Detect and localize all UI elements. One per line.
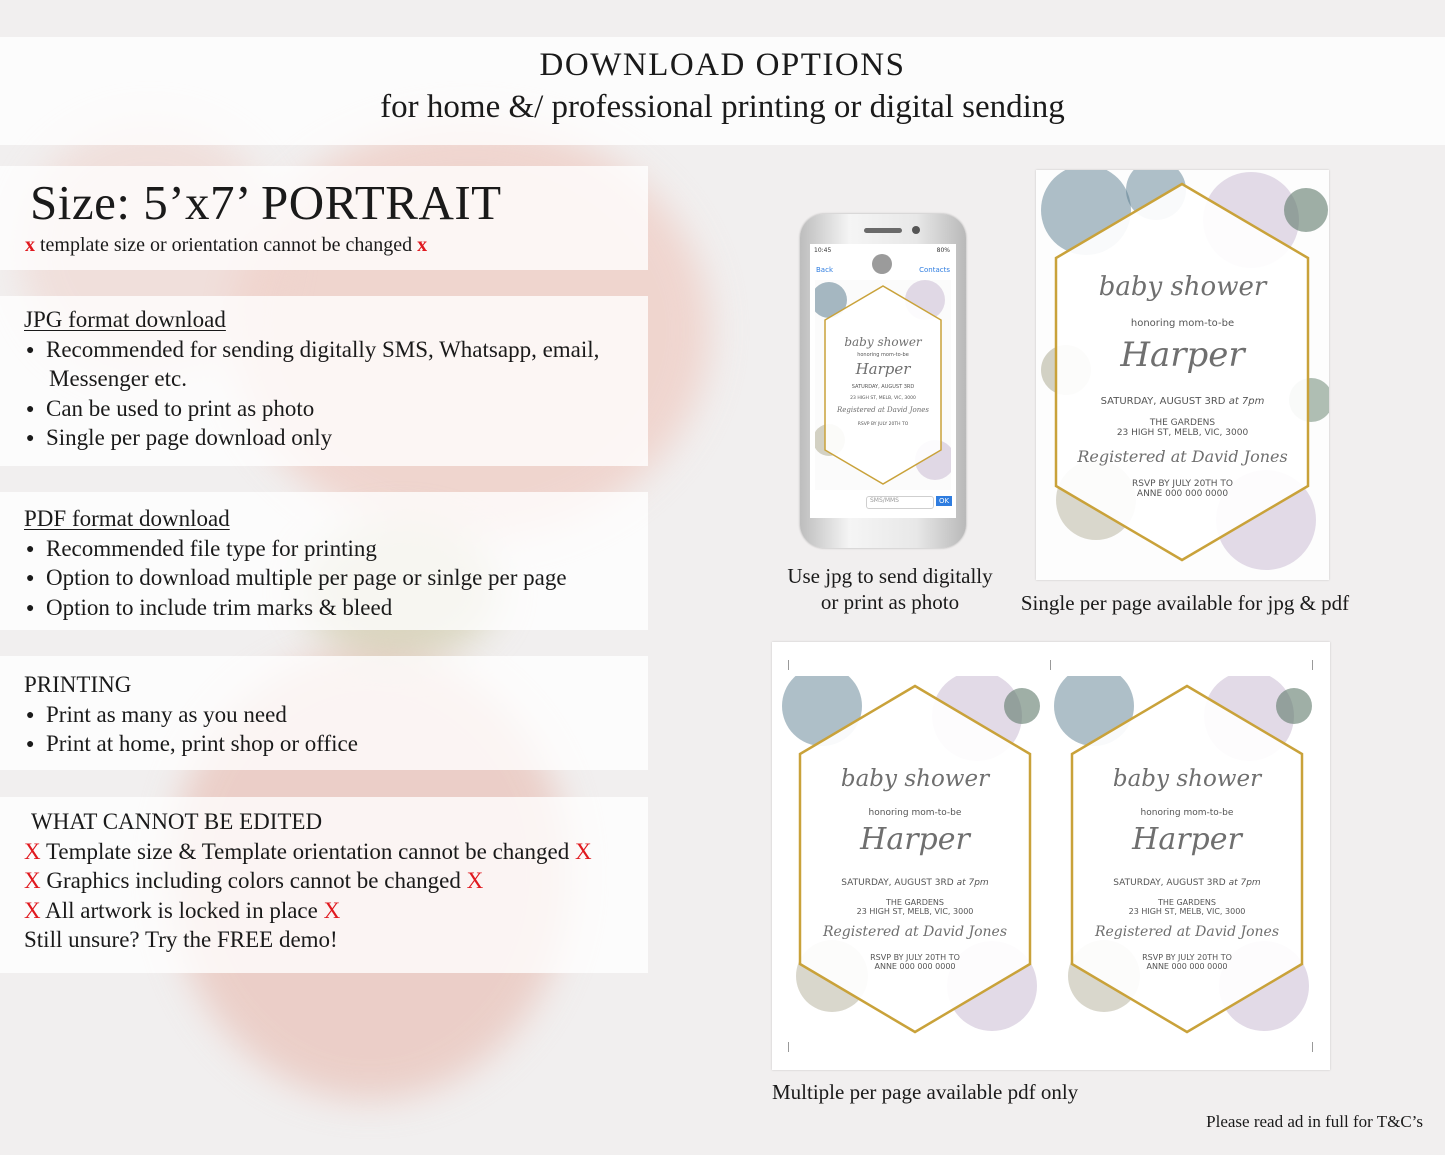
size-panel xyxy=(0,166,648,270)
phone-invite: baby shower honoring mom-to-be Harper SATURDAY, AUGUST 3RD 23 HIGH ST, MELB, VIC, 3000 Registered at David Jones RSVP BY JULY 20TH TO xyxy=(815,280,951,490)
flower xyxy=(1004,688,1040,724)
phone-mockup xyxy=(800,214,966,548)
not-editable-item: X Graphics including colors cannot be changed X xyxy=(24,868,484,893)
list-item: ● Print as many as you need xyxy=(24,700,644,730)
list-item-continuation: Messenger etc. xyxy=(49,366,187,391)
printing-heading: PRINTING xyxy=(24,672,132,697)
not-editable-panel xyxy=(0,797,648,973)
phone-speaker xyxy=(864,228,902,233)
phone-caption: Use jpg to send digitally or print as photo xyxy=(787,564,993,614)
demo-note: Still unsure? Try the FREE demo! xyxy=(24,927,338,952)
single-invite-card: baby shower honoring mom-to-be Harper SATURDAY, AUGUST 3RD at 7pm THE GARDENS 23 HIGH ST, MELB, VIC, 3000 Registered at David Jones RSVP BY JULY 20TH TO ANNE 000 000 0000 xyxy=(1036,170,1329,580)
flower xyxy=(1276,688,1312,724)
size-note-text: template size or orientation cannot be changed xyxy=(40,234,413,256)
x-mark: x xyxy=(25,234,35,256)
printing-panel xyxy=(0,656,648,770)
x-mark: X xyxy=(323,897,341,923)
not-editable-item: X Template size & Template orientation cannot be changed X xyxy=(24,838,592,864)
x-mark: X xyxy=(24,868,41,893)
list-item: ● Can be used to print as photo xyxy=(24,394,644,424)
size-note xyxy=(25,234,427,257)
invite-frame xyxy=(1054,676,1320,1044)
not-editable-heading: WHAT CANNOT BE EDITED xyxy=(31,809,323,834)
invite-copy-left: baby shower honoring mom-to-be Harper SATURDAY, AUGUST 3RD at 7pm THE GARDENS 23 HIGH ST, MELB, VIC, 3000 Registered at David Jones RSVP BY JULY 20TH TO ANNE 000 000 0000 xyxy=(782,676,1048,1044)
phone-status-bar: 10:45 80% xyxy=(814,247,950,254)
x-mark: X xyxy=(24,838,41,864)
contacts-link: Contacts xyxy=(919,266,950,274)
page-subtitle: for home &/ professional printing or digital sending xyxy=(380,89,1065,125)
x-mark: X xyxy=(466,868,484,893)
invite-frame xyxy=(1036,170,1329,580)
x-mark: X xyxy=(574,838,592,864)
list-item: ● Option to download multiple per page or sinlge per page xyxy=(24,563,644,593)
invite-copy-right: baby shower honoring mom-to-be Harper SATURDAY, AUGUST 3RD at 7pm THE GARDENS 23 HIGH ST, MELB, VIC, 3000 Registered at David Jones RSVP BY JULY 20TH TO ANNE 000 000 0000 xyxy=(1054,676,1320,1044)
jpg-heading: JPG format download xyxy=(24,307,226,332)
multiple-invite-sheet xyxy=(772,642,1330,1070)
gold-hexagon xyxy=(800,686,1030,1032)
x-mark: X xyxy=(24,897,41,923)
avatar xyxy=(872,254,892,274)
message-input: SMS/MMS xyxy=(866,496,934,509)
trim-mark xyxy=(788,660,789,670)
jpg-panel xyxy=(0,296,648,466)
back-link: Back xyxy=(816,266,833,274)
phone-screen xyxy=(810,244,956,518)
phone-camera xyxy=(912,226,920,234)
pdf-panel xyxy=(0,492,648,630)
list-item: ● Option to include trim marks & bleed xyxy=(24,593,644,623)
x-mark: x xyxy=(417,234,428,256)
send-button: OK xyxy=(936,496,952,506)
flower xyxy=(1284,188,1328,232)
trim-mark xyxy=(1312,660,1313,670)
multiple-caption: Multiple per page available pdf only xyxy=(772,1080,1079,1104)
list-item: ● Recommended file type for printing xyxy=(24,534,644,564)
list-item: ● Print at home, print shop or office xyxy=(24,729,644,759)
single-caption: Single per page available for jpg & pdf xyxy=(1020,591,1350,615)
gold-hexagon xyxy=(1072,686,1302,1032)
terms-note: Please read ad in full for T&C’s xyxy=(1206,1112,1423,1131)
list-item: ● Recommended for sending digitally SMS, Whatsapp, email, xyxy=(24,335,644,365)
page-title: DOWNLOAD OPTIONS xyxy=(539,47,906,83)
size-title: Size: 5’x7’ PORTRAIT xyxy=(30,175,502,230)
not-editable-item: X All artwork is locked in place X xyxy=(24,897,341,923)
trim-mark xyxy=(1050,660,1051,670)
list-item: ● Single per page download only xyxy=(24,423,644,453)
invite-frame xyxy=(782,676,1048,1044)
pdf-heading: PDF format download xyxy=(24,506,230,531)
